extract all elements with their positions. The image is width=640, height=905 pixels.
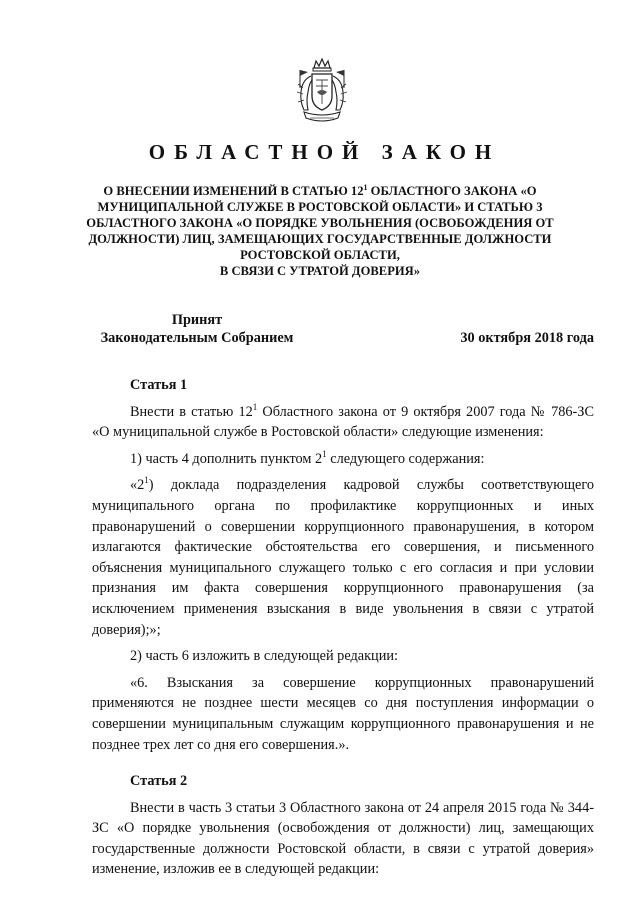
text-span: Областного закона от 9 октября 2007 года № 786-ЗС «О муниципальной службе в Ростовской области» следующие изменения: — [92, 403, 594, 441]
adopted-by: Законодательным Собранием — [100, 330, 294, 346]
adoption-date: 30 октября 2018 года — [460, 330, 594, 346]
adopted-label: Принят — [171, 312, 223, 328]
text-span: «2 — [130, 477, 145, 494]
article-1-quote-2: «6. Взыскания за совершение коррупционных правонарушений применяются не позднее шести месяцев со дня поступления информации о совершении муниципальным служащим коррупционного правонарушения и не позднее трех лет со дня его совершения.». — [92, 674, 594, 753]
law-title-part: ОБЛАСТНОГО ЗАКОНА — [367, 184, 518, 198]
superscript: 1 — [252, 401, 258, 412]
text-span: 1) часть 4 дополнить пунктом 2 — [130, 450, 323, 467]
article-1-intro — [92, 402, 594, 443]
article-1-quote-1 — [92, 475, 594, 640]
text-span: Внести в статью 12 — [130, 403, 253, 420]
coat-of-arms-icon — [292, 58, 352, 130]
law-type-heading: ОБЛАСТНОЙ ЗАКОН — [148, 140, 501, 164]
article-1-item-1 — [92, 449, 594, 470]
law-title-superscript: 1 — [363, 182, 368, 192]
text-span: следующего содержания: — [326, 450, 485, 467]
article-2-heading: Статья 2 — [130, 773, 188, 790]
article-2-text: Внести в часть 3 статьи 3 Областного закона от 24 апреля 2015 года № 344-ЗС «О порядке увольнения (освобождения от должности) лиц, замещающих государственные должности Ростовской области, в связи с утратой доверия» изменение, изложив ее в следующей редакции: — [92, 799, 594, 878]
superscript: 1 — [322, 449, 327, 460]
text-span: ) доклада подразделения кадровой службы соответствующего муниципального органа по профилактике коррупционных и иных правонарушений о совершении коррупционного правонарушения, в котором излагаются фактические обстоятельства его совершения, и письменного объяснения муниципального служащего только с его согласия и при условии признания им факта совершения коррупционного правонарушения (за исключением применения взыскания в виде увольнения в связи с утратой доверия);»; — [92, 477, 594, 638]
law-title — [70, 183, 570, 279]
article-1-heading: Статья 1 — [130, 377, 188, 393]
law-title-part: О ВНЕСЕНИИ ИЗМЕНЕНИЙ В СТАТЬЮ 12 — [103, 184, 364, 198]
law-title-part: «О МУНИЦИПАЛЬНОЙ СЛУЖБЕ В РОСТОВСКОЙ ОБЛАСТИ» И СТАТЬЮ 3 ОБЛАСТНОГО ЗАКОНА «О ПОРЯДКЕ УВОЛЬНЕНИЯ (ОСВОБОЖДЕНИЯ ОТ ДОЛЖНОСТИ) ЛИЦ, ЗАМЕЩАЮЩИХ ГОСУДАРСТВЕННЫЕ ДОЛЖНОСТИ РОСТОВСКОЙ ОБЛАСТИ, — [86, 184, 554, 262]
adoption-block — [92, 311, 302, 347]
article-1-item-2: 2) часть 6 изложить в следующей редакции: — [130, 648, 398, 665]
article-1 — [92, 375, 594, 880]
law-title-last-line: В СВЯЗИ С УТРАТОЙ ДОВЕРИЯ» — [219, 264, 421, 278]
superscript: 1 — [144, 475, 149, 486]
